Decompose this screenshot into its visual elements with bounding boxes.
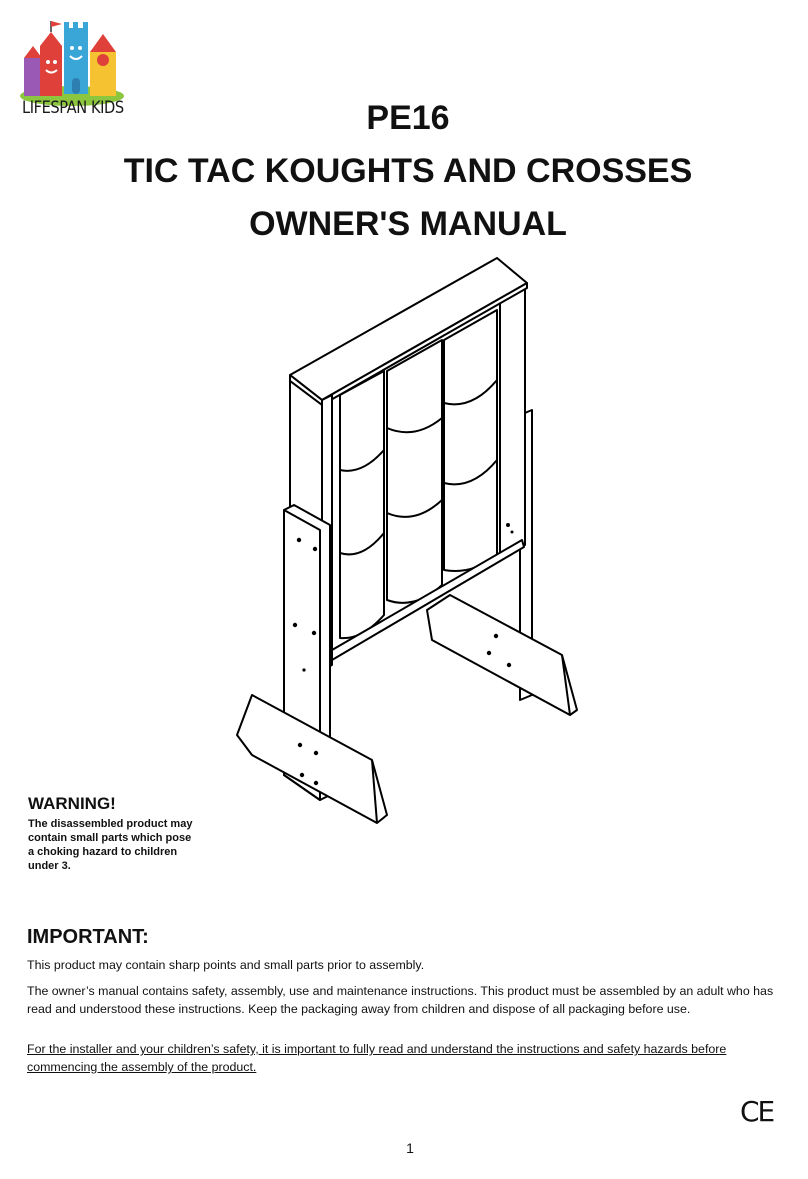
model-number: PE16: [366, 99, 450, 137]
warning-title: WARNING!: [28, 794, 116, 813]
important-title: IMPORTANT:: [27, 926, 149, 948]
warning-block: [28, 794, 228, 873]
product-name: TIC TAC KOUGHTS AND CROSSES: [123, 152, 693, 190]
title-block: [0, 92, 808, 251]
ce-mark: CE: [740, 1095, 774, 1128]
page-number: 1: [406, 1140, 414, 1156]
warning-text: The disassembled product may contain small parts which pose a choking hazard to children under 3.: [28, 818, 193, 872]
important-paragraph: The owner’s manual contains safety, assembly, use and maintenance instructions. This product must be assembled by an adult who has read and understood these instructions. Keep the packaging away from children and dispose of all packaging before use.: [27, 984, 774, 1016]
document-type: OWNER'S MANUAL: [249, 205, 567, 243]
important-section: [27, 926, 797, 1084]
brand-name: LIFESPAN KIDS: [22, 98, 124, 118]
product-illustration: [232, 255, 592, 825]
important-paragraph: This product may contain sharp points and small parts prior to assembly.: [27, 958, 425, 972]
safety-note: For the installer and your children’s safety, it is important to fully read and understand the instructions and safety hazards before commencing the assembly of the product.: [27, 1042, 727, 1074]
